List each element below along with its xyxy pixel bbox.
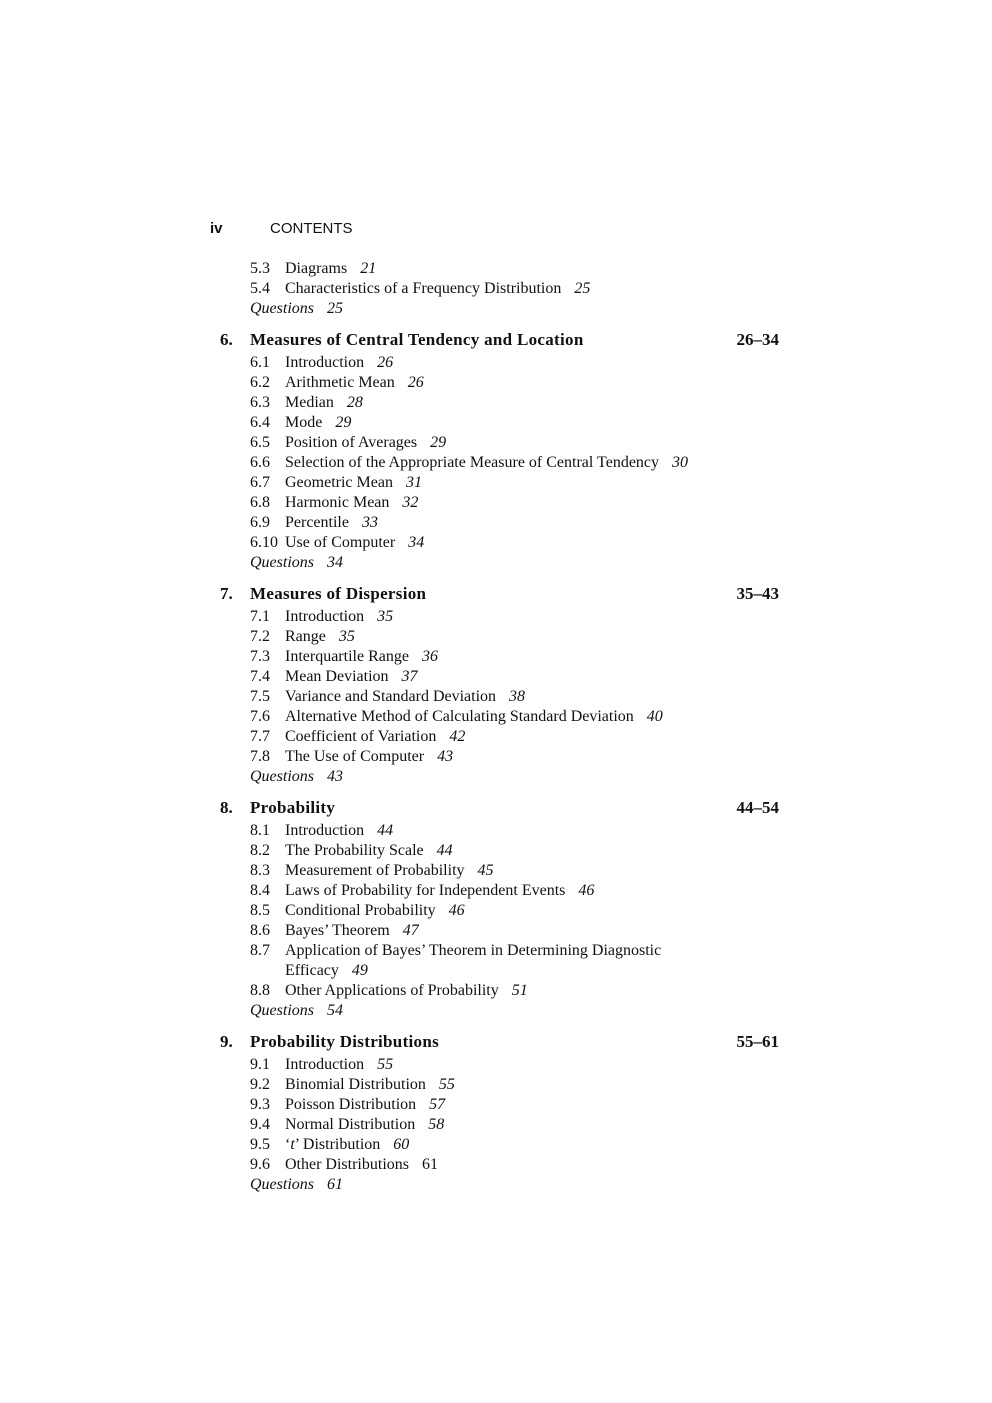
toc-section-entry[interactable]: [0, 841, 992, 861]
section-title: The Probability Scale: [285, 842, 424, 859]
chapter-number: 6.: [220, 330, 233, 349]
toc-section-entry[interactable]: [0, 881, 992, 901]
section-number: 9.2: [250, 1076, 270, 1093]
section-page: 36: [421, 648, 438, 665]
section-number: 6.9: [250, 514, 270, 531]
section-page: 45: [477, 862, 494, 879]
toc-section-entry[interactable]: [0, 433, 992, 453]
chapter-title: Probability Distributions: [250, 1032, 440, 1051]
section-title: Characteristics of a Frequency Distribution: [285, 280, 562, 297]
section-number: 7.7: [250, 728, 270, 745]
section-number: 6.1: [250, 354, 270, 371]
section-number: 9.1: [250, 1056, 270, 1073]
section-page: 29: [335, 414, 352, 431]
section-number: 7.3: [250, 648, 270, 665]
toc-section-entry[interactable]: [0, 453, 992, 473]
toc-questions-entry[interactable]: [0, 1175, 992, 1195]
section-title: Introduction: [285, 1056, 365, 1073]
questions-page: 34: [327, 554, 343, 571]
section-number: 5.3: [250, 260, 270, 277]
toc-section-entry[interactable]: [0, 821, 992, 841]
section-number: 6.6: [250, 454, 270, 471]
section-number: 8.6: [250, 922, 270, 939]
toc-section-entry[interactable]: [0, 513, 992, 533]
section-title: Normal Distribution: [285, 1116, 416, 1133]
section-title: The Use of Computer: [285, 748, 425, 765]
section-page: 44: [377, 822, 394, 839]
chapter-page-range: 44–54: [736, 798, 779, 817]
toc-section-entry[interactable]: [0, 667, 992, 687]
toc-section-entry[interactable]: [0, 259, 992, 279]
section-title: Measurement of Probability: [285, 862, 465, 879]
toc-chapter-heading[interactable]: [0, 329, 992, 350]
section-page: 51: [511, 982, 528, 999]
toc-chapter-heading[interactable]: [0, 797, 992, 818]
section-number: 7.4: [250, 668, 270, 685]
section-number: 6.8: [250, 494, 270, 511]
section-title: Other Applications of Probability: [285, 982, 499, 999]
section-page: 35: [338, 628, 355, 645]
section-number: 9.6: [250, 1156, 270, 1173]
toc-section-entry[interactable]: [0, 473, 992, 493]
section-title: Mode: [285, 414, 323, 431]
chapter-number: 7.: [220, 584, 233, 603]
section-number: 6.4: [250, 414, 270, 431]
questions-label: Questions: [250, 300, 314, 317]
section-number: 7.1: [250, 608, 270, 625]
section-page: 26: [407, 374, 424, 391]
section-title: Alternative Method of Calculating Standard Deviation: [285, 708, 634, 725]
section-number: 7.6: [250, 708, 270, 725]
toc-section-entry[interactable]: [0, 647, 992, 667]
section-title: Harmonic Mean: [285, 494, 390, 511]
section-title: Arithmetic Mean: [285, 374, 395, 391]
section-page: 35: [377, 608, 394, 625]
section-title: Diagrams: [285, 260, 348, 277]
section-title: Introduction: [285, 822, 365, 839]
section-title: Conditional Probability: [285, 902, 436, 919]
toc-section-entry[interactable]: [0, 707, 992, 727]
toc-section-entry[interactable]: [0, 1055, 992, 1075]
chapter-number: 9.: [220, 1032, 233, 1051]
section-title-italic: t: [290, 1136, 295, 1153]
section-page: 46: [578, 882, 595, 899]
section-number: 8.4: [250, 882, 270, 899]
section-number: 5.4: [250, 280, 270, 297]
toc-chapter-heading[interactable]: [0, 1031, 992, 1052]
section-page: 49: [351, 962, 368, 979]
section-title-continuation: Efficacy: [285, 962, 339, 979]
section-title: Other Distributions: [285, 1156, 409, 1173]
questions-label: Questions: [250, 1176, 314, 1193]
section-number: 8.2: [250, 842, 270, 859]
toc-section-entry[interactable]: [0, 393, 992, 413]
toc-section-entry[interactable]: [0, 941, 992, 961]
page-folio: iv: [210, 220, 223, 237]
section-number: 9.3: [250, 1096, 270, 1113]
questions-page: 61: [327, 1176, 343, 1193]
section-page: 28: [346, 394, 363, 411]
chapter-page-range: 55–61: [736, 1032, 779, 1051]
questions-page: 43: [327, 768, 343, 785]
section-title: Laws of Probability for Independent Events: [285, 882, 566, 899]
toc-section-entry[interactable]: [0, 1075, 992, 1095]
section-page: 42: [449, 728, 466, 745]
section-title: Application of Bayes’ Theorem in Determining Diagnostic: [285, 942, 662, 959]
toc-questions-entry[interactable]: [0, 299, 992, 319]
questions-label: Questions: [250, 1002, 314, 1019]
toc-section-entry[interactable]: [0, 981, 992, 1001]
toc-questions-entry[interactable]: [0, 553, 992, 573]
section-title: Binomial Distribution: [285, 1076, 426, 1093]
section-title: Selection of the Appropriate Measure of Central Tendency: [285, 454, 660, 471]
section-title: Bayes’ Theorem: [285, 922, 390, 939]
questions-label: Questions: [250, 768, 314, 785]
section-page: 47: [402, 922, 419, 939]
toc-questions-entry[interactable]: [0, 767, 992, 787]
section-page: 26: [377, 354, 394, 371]
section-title: Introduction: [285, 608, 365, 625]
toc-section-entry[interactable]: [0, 1095, 992, 1115]
chapter-title: Probability: [250, 798, 336, 817]
section-page: 44: [436, 842, 453, 859]
section-page: 55: [377, 1056, 394, 1073]
section-number: 7.2: [250, 628, 270, 645]
questions-label: Questions: [250, 554, 314, 571]
toc-section-entry[interactable]: [0, 921, 992, 941]
table-of-contents: [0, 259, 992, 1195]
section-page: 31: [405, 474, 422, 491]
toc-section-entry[interactable]: [0, 1155, 992, 1175]
section-number: 7.8: [250, 748, 270, 765]
section-number: 6.5: [250, 434, 270, 451]
toc-section-entry-continuation[interactable]: [0, 961, 992, 981]
chapter-number: 8.: [220, 798, 233, 817]
toc-section-entry[interactable]: [0, 279, 992, 299]
section-page: 55: [438, 1076, 455, 1093]
section-page: 61: [422, 1156, 438, 1173]
running-head: [210, 219, 353, 239]
questions-page: 25: [327, 300, 343, 317]
section-number: 8.1: [250, 822, 270, 839]
section-page: 21: [360, 260, 377, 277]
toc-section-entry[interactable]: [0, 727, 992, 747]
section-page: 57: [429, 1096, 446, 1113]
section-page: 60: [393, 1136, 410, 1153]
section-number: 6.2: [250, 374, 270, 391]
chapter-title: Measures of Dispersion: [250, 584, 427, 603]
chapter-page-range: 26–34: [736, 330, 779, 349]
section-page: 58: [428, 1116, 445, 1133]
toc-section-entry[interactable]: [0, 861, 992, 881]
section-page: 38: [509, 688, 526, 705]
section-title: Mean Deviation: [285, 668, 389, 685]
section-page: 32: [402, 494, 419, 511]
section-number: 6.3: [250, 394, 270, 411]
toc-section-entry[interactable]: [0, 901, 992, 921]
section-number: 8.8: [250, 982, 270, 999]
section-number: 6.7: [250, 474, 270, 491]
section-page: 33: [361, 514, 378, 531]
toc-section-entry[interactable]: [0, 493, 992, 513]
section-number: 7.5: [250, 688, 270, 705]
toc-section-entry[interactable]: [0, 533, 992, 553]
section-page: 40: [646, 708, 663, 725]
questions-page: 54: [327, 1002, 343, 1019]
section-title: Introduction: [285, 354, 365, 371]
section-number: 9.4: [250, 1116, 270, 1133]
toc-questions-entry[interactable]: [0, 1001, 992, 1021]
section-title-suffix: ’ Distribution: [294, 1136, 381, 1153]
section-number: 8.7: [250, 942, 270, 959]
toc-section-entry[interactable]: [0, 1135, 992, 1155]
toc-chapter-heading[interactable]: [0, 583, 992, 604]
toc-section-entry[interactable]: [0, 607, 992, 627]
section-title: Percentile: [285, 514, 349, 531]
toc-section-entry[interactable]: [0, 1115, 992, 1135]
toc-section-entry[interactable]: [0, 413, 992, 433]
section-page: 30: [672, 454, 689, 471]
section-page: 37: [401, 668, 418, 685]
toc-section-entry[interactable]: [0, 687, 992, 707]
section-page: 43: [437, 748, 454, 765]
section-page: 25: [574, 280, 591, 297]
section-page: 34: [408, 534, 425, 551]
section-title: Range: [285, 628, 326, 645]
chapter-page-range: 35–43: [736, 584, 779, 603]
section-number: 8.5: [250, 902, 270, 919]
section-title: Variance and Standard Deviation: [285, 688, 497, 705]
toc-section-entry[interactable]: [0, 373, 992, 393]
section-title: Geometric Mean: [285, 474, 393, 491]
section-page: 46: [448, 902, 465, 919]
section-title-prefix: ‘: [285, 1136, 291, 1153]
section-number: 8.3: [250, 862, 270, 879]
section-number: 9.5: [250, 1136, 270, 1153]
section-page: 29: [430, 434, 447, 451]
section-title: Use of Computer: [285, 534, 396, 551]
section-title: Poisson Distribution: [285, 1096, 417, 1113]
toc-section-entry[interactable]: [0, 627, 992, 647]
section-title: Coefficient of Variation: [285, 728, 437, 745]
toc-section-entry[interactable]: [0, 353, 992, 373]
toc-section-entry[interactable]: [0, 747, 992, 767]
section-title: Interquartile Range: [285, 648, 409, 665]
section-title: Median: [285, 394, 334, 411]
section-title: Position of Averages: [285, 434, 418, 451]
running-head-label: CONTENTS: [270, 220, 353, 237]
section-number: 6.10: [250, 534, 278, 551]
chapter-title: Measures of Central Tendency and Location: [250, 330, 584, 349]
